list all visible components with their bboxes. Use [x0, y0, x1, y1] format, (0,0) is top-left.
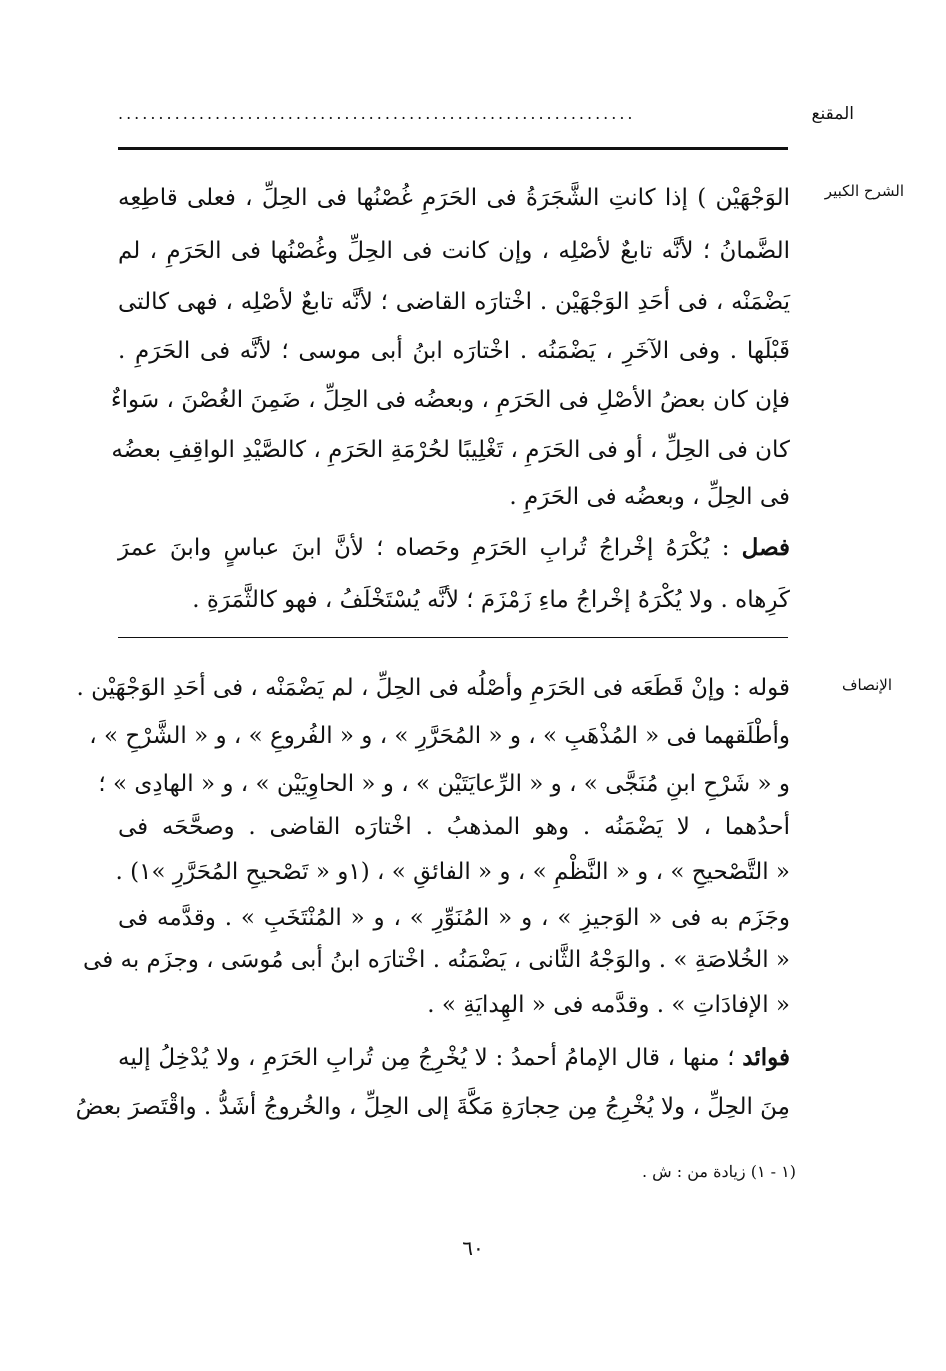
- header-dotted-leader: ................................................................: [118, 104, 636, 123]
- page-number: ٦٠: [462, 1236, 484, 1260]
- insaf-line: و « شَرْحِ ابنِ مُنَجَّى » ، و « الرِّعايَتَيْن » ، و « الحاوِيَيْن » ، و « الهادِى » ؛: [98, 771, 790, 797]
- fasl-heading: فصل: [741, 534, 791, 561]
- sharh-line: فى الحِلِّ ، وبعضُه فى الحَرَمِ .: [509, 484, 790, 510]
- insaf-line: وجَزَم به فى « الوَجيزِ » ، و « المُنَوِّرِ » ، و « المُنْتَخَبِ » . وقدَّمه فى: [118, 905, 790, 931]
- header-rule: [118, 147, 788, 150]
- fasl-paragraph-line: [118, 526, 790, 572]
- sharh-line: فإن كان بعضُ الأصْلِ فى الحَرَمِ ، وبعضُه فى الحِلِّ ، ضَمِنَ الغُصْنَ ، سَواءٌ: [110, 387, 790, 413]
- fawaid-text: ؛ منها ، قال الإمامُ أحمدُ : لا يُخْرِجُ مِن تُرابِ الحَرَمِ ، ولا يُدْخِلُ إليه: [118, 1045, 735, 1071]
- fawaid-paragraph-line: مِنَ الحِلِّ ، ولا يُخْرِجُ مِن حِجارَةِ مَكَّةَ إلى الحِلِّ ، والخُروجُ أشَدُّ . واقْتَصرَ بعضُ: [75, 1094, 790, 1120]
- insaf-line: وأطْلَقهما فى « المُذْهَبِ » ، و « المُحَرَّرِ » ، و « الفُروعِ » ، و « الشَّرْحِ » ،: [89, 723, 790, 749]
- sharh-line: قَبْلَها . وفى الآخَرِ ، يَضْمَنُه . اخْتارَه ابنُ أبى موسى ؛ لأنَّه فى الحَرَمِ .: [118, 338, 790, 364]
- insaf-line: « الخُلاصَةِ » . والوَجْهُ الثَّانى ، يَضْمَنُه . اخْتارَه ابنُ أبى مُوسَى ، وجزَم به فى: [83, 947, 790, 973]
- fasl-paragraph-line: كَرِهاه . ولا يُكْرَهُ إخْراجُ ماءِ زَمْزَمَ ؛ لأنَّه يُسْتَخْلَفُ ، فهو كالثَّمَرَةِ .: [192, 587, 790, 613]
- insaf-line: قوله : وإنْ قَطَعَه فى الحَرَمِ وأصْلُه فى الحِلِّ ، لم يَضْمَنْه ، فى أحَدِ الوَجْهَيْن .: [76, 675, 790, 701]
- insaf-line: « التَّصْحيحِ » ، و « النَّظْمِ » ، و « الفائقِ » ، (١و « تَصْحيحِ المُحَرَّرِ »١) .: [115, 859, 790, 885]
- section-divider: [118, 637, 788, 638]
- section-label-insaf: الإنصاف: [841, 676, 892, 694]
- sharh-line: يَضْمَنْه ، فى أحَدِ الوَجْهَيْن . اخْتارَه القاضى ؛ لأنَّه تابعٌ لأصْلِه ، فهى كالتى: [118, 289, 790, 315]
- sharh-line: كان فى الحِلِّ ، أو فى الحَرَمِ ، تَغْلِيبًا لحُرْمَةِ الحَرَمِ ، كالصَّيْدِ الواقِفِ بعضُه: [111, 437, 790, 463]
- insaf-line: « الإفادَاتِ » . وقدَّمه فى « الهِدايَةِ » .: [427, 992, 790, 1018]
- book-title-header: المقنع: [811, 104, 854, 124]
- fasl-text: : يُكْرَهُ إخْراجُ تُرابِ الحَرَمِ وحَصاه ؛ لأنَّ ابنَ عباسٍ وابنَ عمرَ: [118, 535, 730, 561]
- section-label-sharh: الشرح الكبير: [824, 182, 904, 200]
- sharh-line: الوَجْهَيْن ) إذا كانتِ الشَّجَرَةُ فى الحَرَمِ غُصْنُها فى الحِلِّ ، فعلى قاطِعِه: [118, 185, 790, 211]
- insaf-line: أحدُهما ، لا يَضْمَنُه . وهو المذهبُ . اخْتارَه القاضى . وصحَّحَه فى: [118, 814, 790, 840]
- fawaid-heading: فوائد: [742, 1044, 790, 1071]
- footnote: (١ - ١) زيادة من : ش .: [641, 1162, 796, 1181]
- sharh-line: الضَّمانُ ؛ لأنَّه تابعٌ لأصْلِه ، وإن كانت فى الحِلِّ وغُصْنُها فى الحَرَمِ ، لم: [118, 238, 790, 264]
- fawaid-paragraph-line: [118, 1036, 790, 1082]
